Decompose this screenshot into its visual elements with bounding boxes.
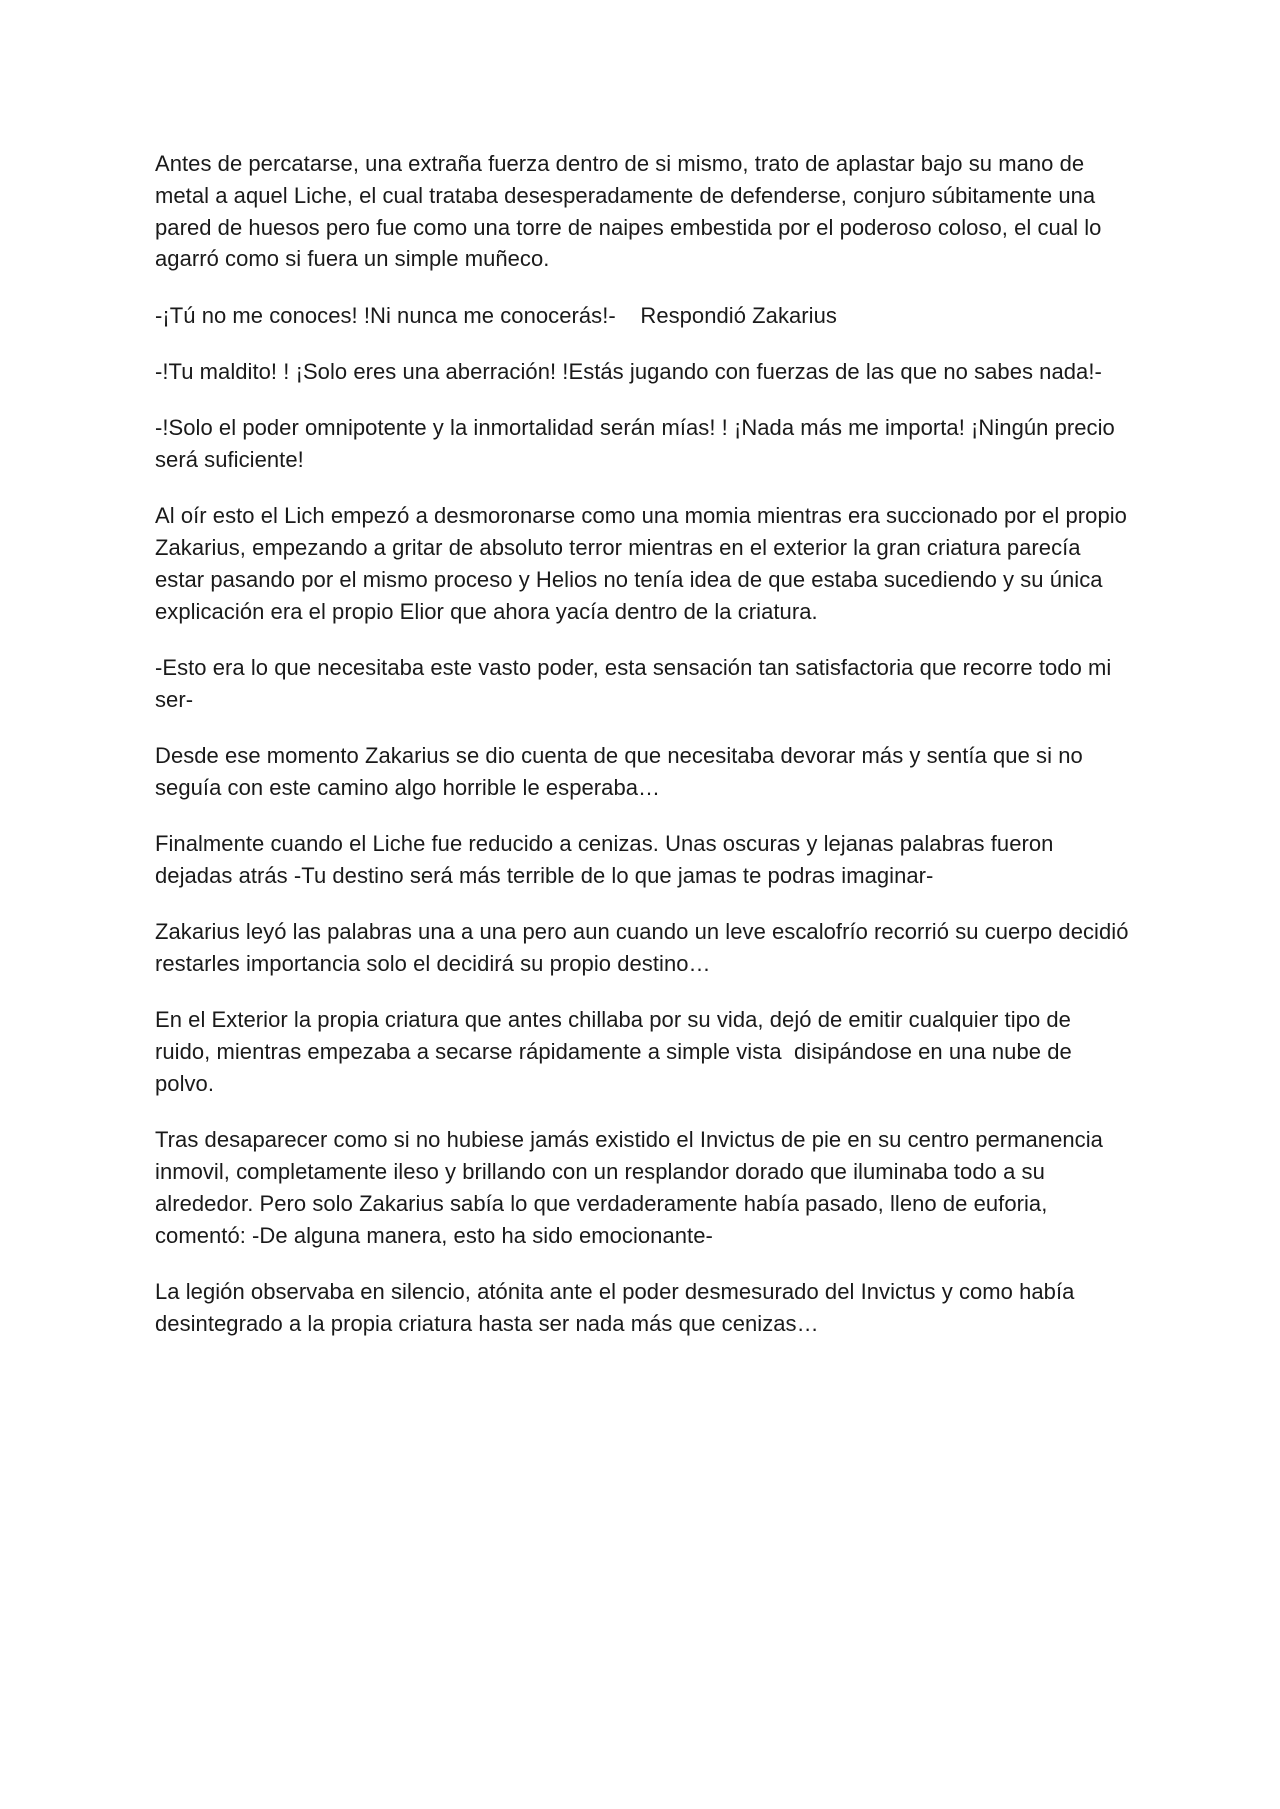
paragraph-2: -¡Tú no me conoces! !Ni nunca me conocerás!- Respondió Zakarius: [155, 302, 837, 328]
paragraph-4: -!Solo el poder omnipotente y la inmortalidad serán mías! ! ¡Nada más me importa! ¡Ningún precio será suficiente!: [155, 415, 1121, 473]
document-body: [155, 148, 1135, 1364]
paragraph-11: Tras desaparecer como si no hubiese jamás existido el Invictus de pie en su centro permanencia inmovil, completamente ileso y brillando con un resplandor dorado que iluminaba todo a su alrededor. Pero solo Zakarius sabía lo que verdaderamente había pasado, lleno de euforia, comentó: -De alguna manera, esto ha sido emocionante-: [155, 1127, 1110, 1248]
paragraph-9: Zakarius leyó las palabras una a una pero aun cuando un leve escalofrío recorrió su cuerpo decidió restarles importancia solo el decidirá su propio destino…: [155, 919, 1135, 977]
paragraph-6: -Esto era lo que necesitaba este vasto poder, esta sensación tan satisfactoria que recorre todo mi ser-: [155, 655, 1118, 712]
paragraph-10: En el Exterior la propia criatura que antes chillaba por su vida, dejó de emitir cualquier tipo de ruido, mientras empezaba a secarse rápidamente a simple vista disipándose en una nube de polvo.: [155, 1007, 1078, 1097]
paragraph-12: La legión observaba en silencio, atónita ante el poder desmesurado del Invictus y como había desintegrado a la propia criatura hasta ser nada más que cenizas…: [155, 1279, 1081, 1336]
paragraph-8: Finalmente cuando el Liche fue reducido a cenizas. Unas oscuras y lejanas palabras fueron dejadas atrás -Tu destino será más terrible de lo que jamas te podras imaginar-: [155, 831, 1060, 889]
paragraph-1: Antes de percatarse, una extraña fuerza dentro de si mismo, trato de aplastar bajo su mano de metal a aquel Liche, el cual trataba desesperadamente de defenderse, conjuro súbitamente una pared de huesos pero fue como una torre de naipes embestida por el poderoso coloso, el cual lo agarró como si fuera un simple muñeco.: [155, 151, 1108, 272]
paragraph-7: Desde ese momento Zakarius se dio cuenta de que necesitaba devorar más y sentía que si no seguía con este camino algo horrible le esperaba…: [155, 743, 1089, 800]
paragraph-3: -!Tu maldito! ! ¡Solo eres una aberración! !Estás jugando con fuerzas de las que no sabes nada!-: [155, 358, 1102, 384]
paragraph-5: Al oír esto el Lich empezó a desmoronarse como una momia mientras era succionado por el propio Zakarius, empezando a gritar de absoluto terror mientras en el exterior la gran criatura parecía estar pasando por el mismo proceso y Helios no tenía idea de que estaba sucediendo y su única explicación era el propio Elior que ahora yacía dentro de la criatura.: [155, 503, 1134, 624]
